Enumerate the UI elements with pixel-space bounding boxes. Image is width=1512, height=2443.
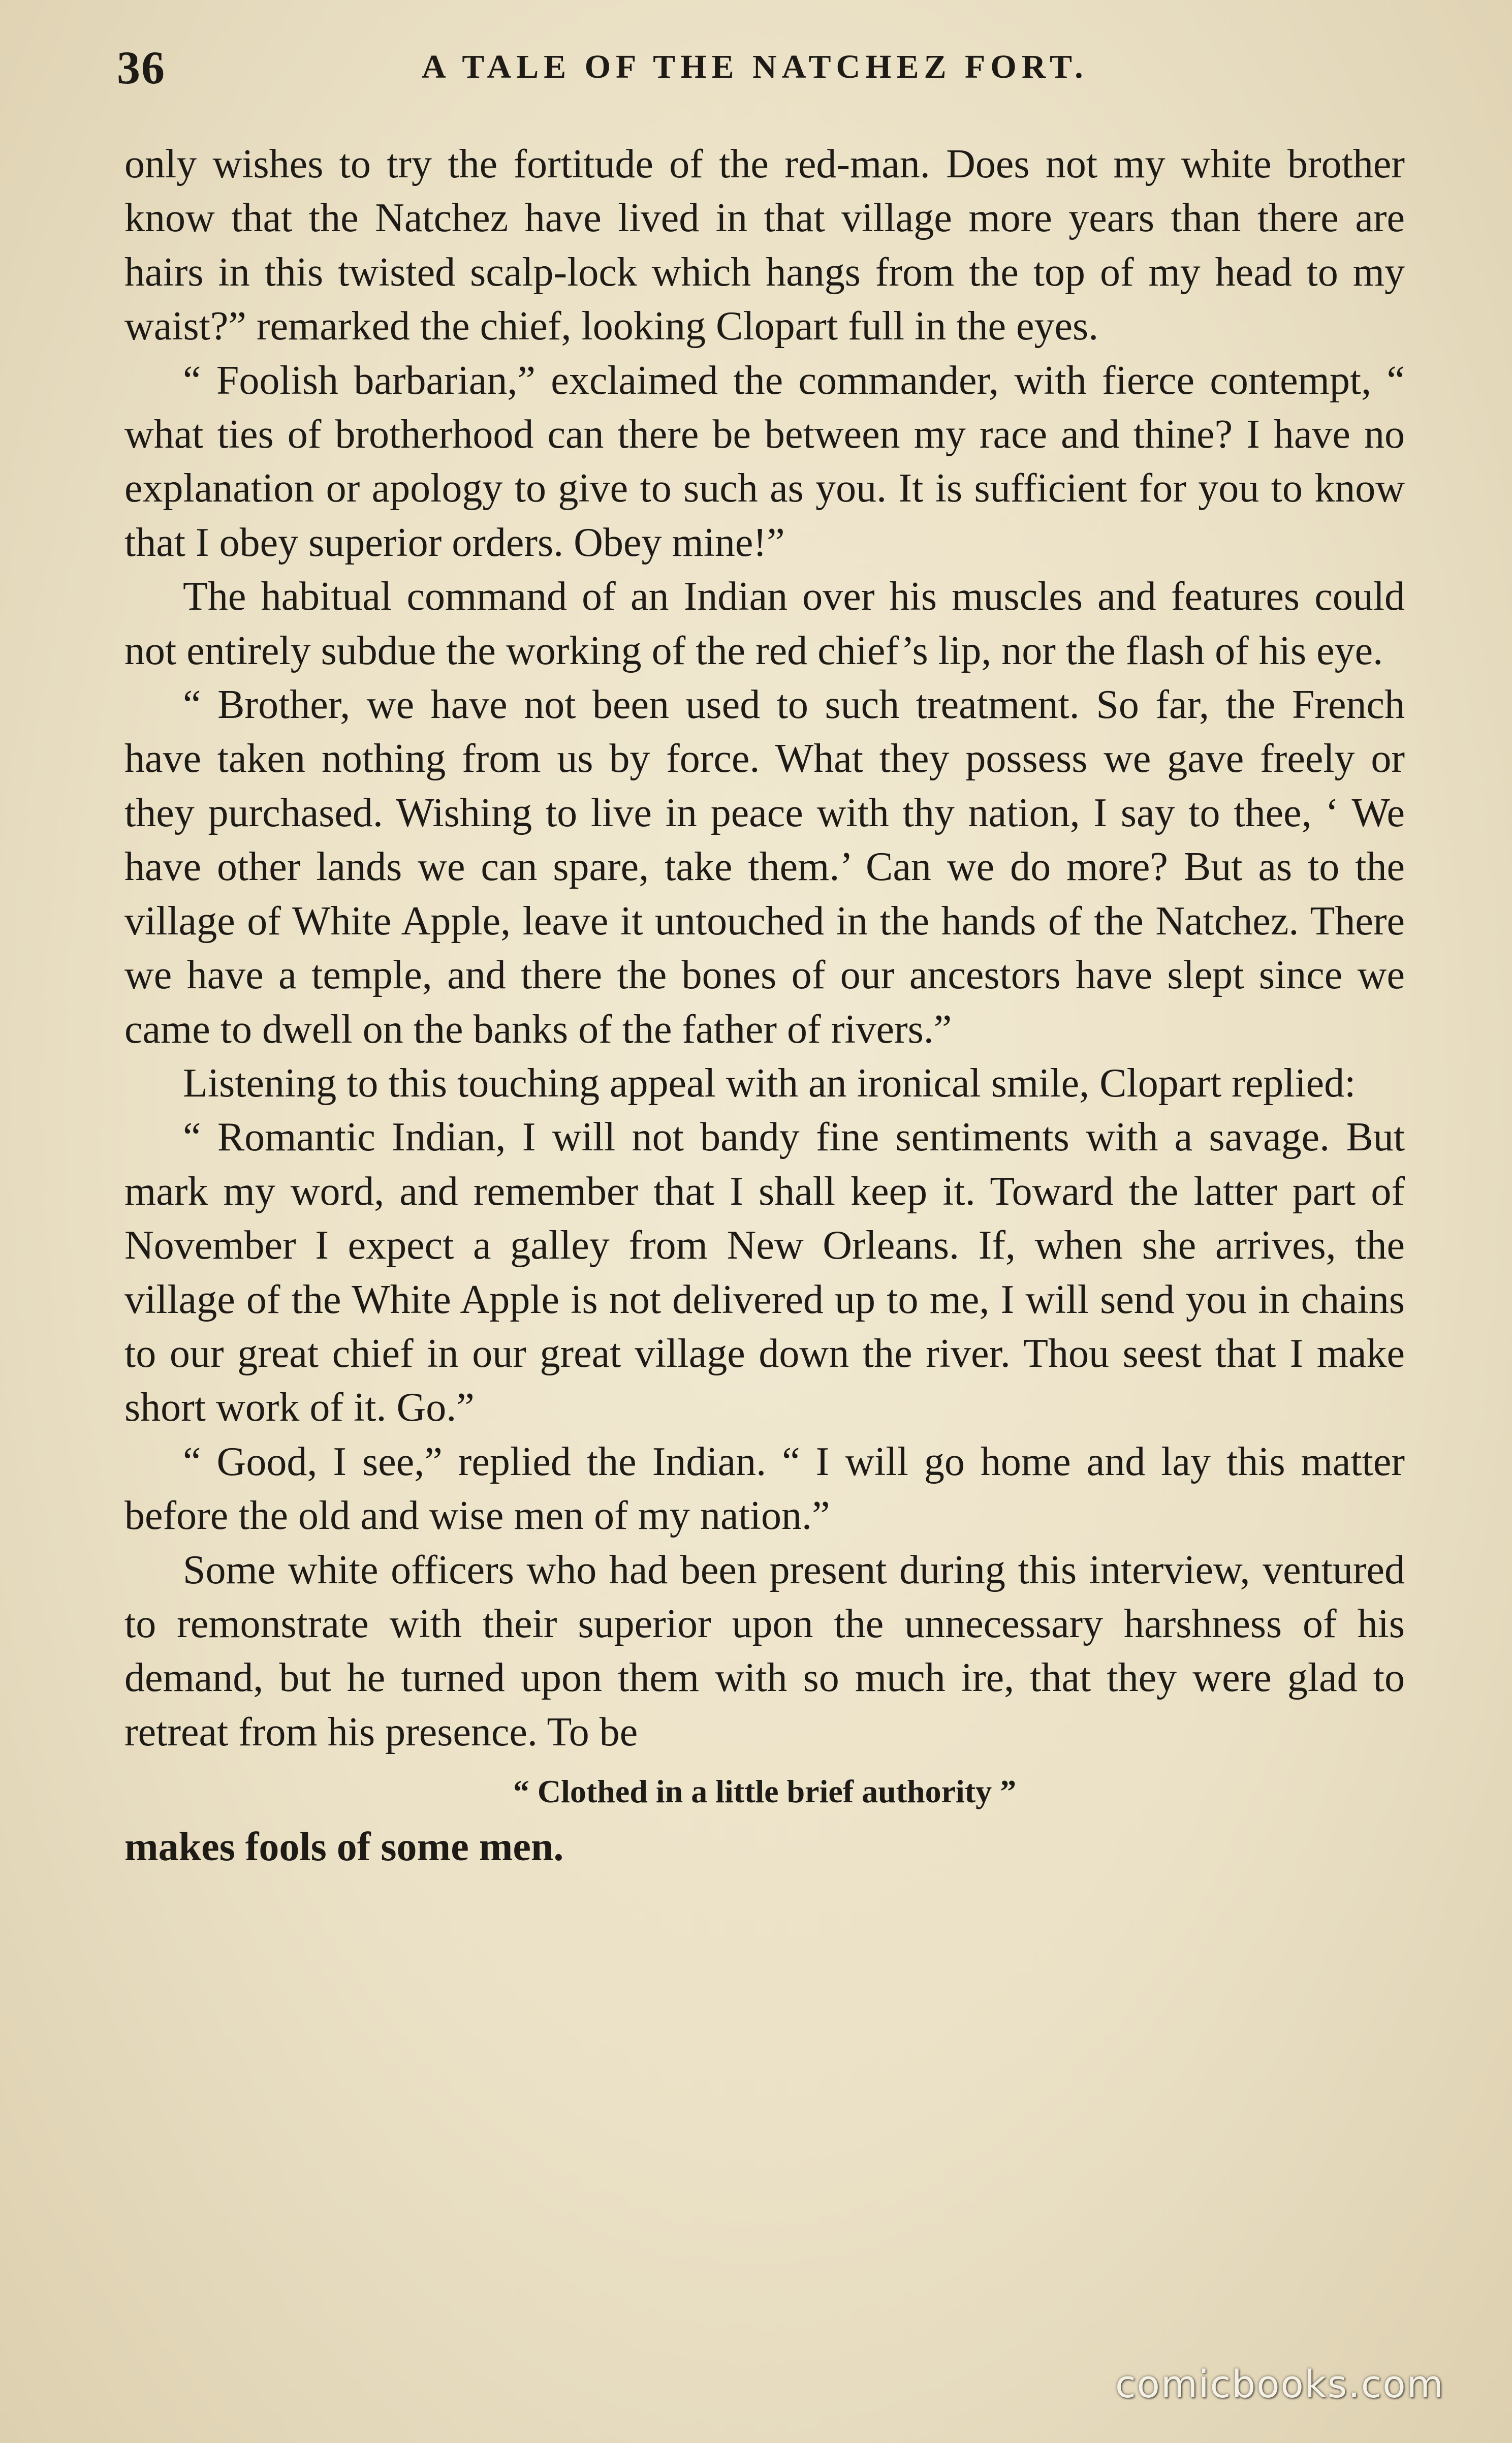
paragraph-1: only wishes to try the fortitude of the red-man. Does not my white brother know that the Natchez have lived in that village more years than there are hairs in this twisted scalp-lock which hangs from the top of my head to my waist?” remarked the chief, looking Clopart full in the eyes. <box>124 142 1405 349</box>
paragraph-2: “ Foolish barbarian,” exclaimed the commander, with fierce contempt, “ what ties of brotherhood can there be between my race and thine? I have no explanation or apology to give to such as you. It is sufficient for you to know that I obey superior orders. Obey mine!” <box>124 358 1405 565</box>
quoted-line: “ Clothed in a little brief authority ” <box>513 1773 1017 1810</box>
paragraph-3: The habitual command of an Indian over his muscles and features could not entirely subdue the working of the red chief’s lip, nor the flash of his eye. <box>124 574 1405 673</box>
paragraph-7: “ Good, I see,” replied the Indian. “ I will go home and lay this matter before the old and wise men of my nation.” <box>124 1439 1405 1539</box>
paragraph-8: Some white officers who had been present during this interview, ventured to remonstrate with their superior upon the unnecessary harshness of his demand, but he turned upon them with so much ire, that they were glad to retreat from his presence. To be <box>124 1547 1405 1755</box>
paragraph-5: Listening to this touching appeal with an ironical smile, Clopart replied: <box>183 1060 1356 1106</box>
page-number: 36 <box>117 42 166 93</box>
running-title: A TALE OF THE NATCHEZ FORT. <box>422 48 1088 85</box>
paragraph-4: “ Brother, we have not been used to such treatment. So far, the French have taken nothing from us by force. What they possess we gave freely or they purchased. Wishing to live in peace with thy nation, I say to thee, ‘ We have other lands we can spare, take them.’ Can we do more? But as to the village of White Apple, leave it untouched in the hands of the Natchez. There we have a temple, and there the bones of our ancestors have slept since we came to dwell on the banks of the father of rivers.” <box>124 682 1405 1052</box>
site-watermark: comicbooks.com <box>1115 2363 1444 2406</box>
page-header <box>117 41 1418 97</box>
paragraph-6: “ Romantic Indian, I will not bandy fine sentiments with a savage. But mark my word, and remember that I shall keep it. Toward the latter part of November I expect a galley from New Orleans. If, when she arrives, the village of the White Apple is not delivered up to me, I will send you in chains to our great chief in our great village down the river. Thou seest that I make short work of it. Go.” <box>124 1115 1405 1430</box>
closing-line: makes fools of some men. <box>124 1825 564 1870</box>
body-text <box>124 137 1405 1874</box>
